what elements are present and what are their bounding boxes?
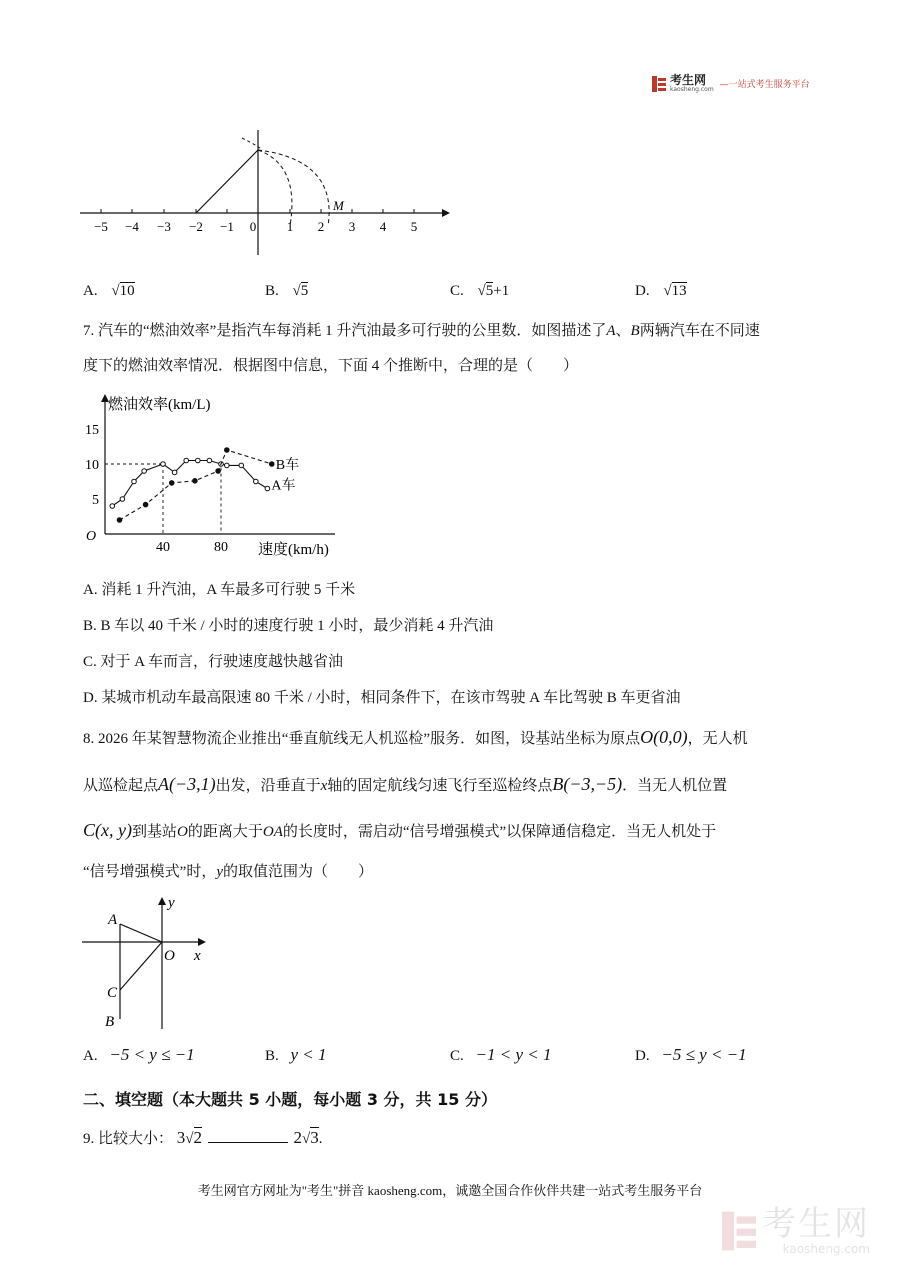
logo-domain: kaosheng.com <box>670 86 714 93</box>
q8-point-b: B(−3,−5) <box>552 774 623 794</box>
data-point <box>225 448 230 453</box>
tick-label: −1 <box>220 219 234 234</box>
q8-label-c: C <box>107 985 118 1001</box>
q8-label-a: A <box>108 912 118 928</box>
data-point <box>169 481 174 486</box>
tick-label: −5 <box>94 219 108 234</box>
x-axis-arrow <box>442 209 450 217</box>
option-letter: B. <box>265 1048 279 1064</box>
data-point <box>132 479 137 484</box>
q8-option-a[interactable] <box>83 1045 195 1066</box>
arc-outer <box>258 150 329 226</box>
tick-label: 1 <box>286 219 294 234</box>
segment <box>196 150 258 213</box>
q8-stem-text: ．当无人机位置 <box>622 778 728 794</box>
data-point <box>161 462 166 467</box>
data-point <box>254 479 259 484</box>
watermark-logo-icon <box>722 1211 756 1251</box>
tick-label: −4 <box>125 219 139 234</box>
point-m-label: M <box>333 198 344 213</box>
logo-icon <box>652 76 666 92</box>
chart-xtick-label: 80 <box>214 540 228 555</box>
q9-left-coef: 3 <box>176 1128 186 1147</box>
data-point <box>193 479 198 484</box>
data-point <box>110 504 115 509</box>
data-point <box>142 469 147 474</box>
data-point <box>172 470 177 475</box>
q7-stem-line-1 <box>83 321 760 341</box>
q9-end: . <box>318 1131 323 1147</box>
tick-label: −3 <box>157 219 171 234</box>
sqrt-symbol: √ <box>302 1131 311 1147</box>
q9-label: 9. 比较大小： <box>83 1131 174 1147</box>
q6-option-a[interactable] <box>83 281 135 301</box>
chart-ylabel: 燃油效率(km/L) <box>108 397 211 413</box>
q9-right-coef: 2 <box>293 1128 302 1147</box>
chart-ytick-label: 5 <box>92 493 99 508</box>
option-letter: C. <box>450 283 464 299</box>
legend-b: B车 <box>275 458 300 473</box>
q9-answer-blank[interactable] <box>208 1128 288 1143</box>
q7-option-a[interactable]: A. 消耗 1 升汽油，A 车最多可行驶 5 千米 <box>83 582 356 598</box>
sqrt-symbol: √ <box>292 283 301 299</box>
q8-y-arrow <box>158 897 166 905</box>
q8-origin-point: O(0,0) <box>640 727 688 747</box>
q8-stem-text: 从巡检起点 <box>83 778 159 794</box>
data-point <box>184 458 189 463</box>
option-letter: B. <box>265 283 279 299</box>
chart-ytick-label: 10 <box>85 458 99 473</box>
q8-y: y <box>216 864 223 880</box>
q8-stem-line-1 <box>83 727 748 749</box>
data-point <box>269 462 274 467</box>
logo-brand: 考生网 <box>670 73 707 87</box>
q8-o: O <box>177 824 188 840</box>
q8-option-d[interactable] <box>635 1045 747 1066</box>
data-point <box>239 463 244 468</box>
sqrt-symbol: √ <box>477 283 486 299</box>
q6-option-d[interactable] <box>635 281 687 301</box>
option-suffix: +1 <box>493 283 510 299</box>
chart-ytick-label: 15 <box>85 423 99 438</box>
tick-label: 2 <box>317 219 325 234</box>
q8-label-o: O <box>164 948 175 964</box>
option-expr: −5 < y ≤ −1 <box>109 1045 195 1064</box>
footer-text: 考生网官方网址为"考生"拼音 kaosheng.com，诚邀全国合作伙伴共建一站式考生服务平台 <box>197 1183 703 1198</box>
data-point <box>265 486 270 491</box>
q6-option-b[interactable] <box>265 281 308 301</box>
q7-option-b[interactable]: B. B 车以 40 千米 / 小时的速度行驶 1 小时，最少消耗 4 升汽油 <box>83 618 494 634</box>
q8-stem-text: 出发，沿垂直于 <box>215 778 321 794</box>
radicand: 10 <box>119 283 135 299</box>
q8-stem-text: 8. 2026 年某智慧物流企业推出“垂直航线无人机巡检”服务．如图，设基站坐标为原点 <box>83 731 641 747</box>
q7-car-b: B <box>630 323 640 339</box>
chart-xtick-label: 40 <box>156 540 170 555</box>
logo-text <box>670 74 714 93</box>
option-letter: A. <box>83 283 98 299</box>
q7-stem-text-end: 两辆汽车在不同速 <box>639 323 760 339</box>
logo-slogan: —一站式考生服务平台 <box>719 80 810 90</box>
data-point <box>225 463 230 468</box>
q8-stem-text: 的取值范围为（ ） <box>223 864 374 880</box>
q8-stem-text: 的距离大于 <box>187 824 263 840</box>
q8-option-c[interactable] <box>450 1045 551 1066</box>
data-point <box>143 502 148 507</box>
option-letter: D. <box>635 1048 650 1064</box>
radicand: 13 <box>671 283 687 299</box>
tick-label: 4 <box>379 219 387 234</box>
q8-stem-text: 轴的固定航线匀速飞行至巡检终点 <box>327 778 553 794</box>
sqrt-symbol: √ <box>185 1131 194 1147</box>
q8-stem-text: 的长度时，需启动“信号增强模式”以保障通信稳定．当无人机处于 <box>282 824 717 840</box>
data-point <box>196 458 201 463</box>
arc-top <box>242 138 260 148</box>
q9-right-rad: 3 <box>310 1128 319 1147</box>
chart-series <box>110 448 274 523</box>
option-letter: A. <box>83 1048 98 1064</box>
q8-stem-line-3 <box>83 820 716 842</box>
section-2-heading: 二、填空题（本大题共 5 小题，每小题 3 分，共 15 分） <box>83 1090 497 1109</box>
tick-label: 3 <box>348 219 356 234</box>
legend-a: A车 <box>271 478 296 494</box>
q9-left-rad: 2 <box>193 1128 202 1147</box>
sqrt-symbol: √ <box>111 283 120 299</box>
watermark-text <box>762 1206 870 1256</box>
q8-stem-text: ，无人机 <box>687 731 748 747</box>
option-expr: −5 ≤ y < −1 <box>661 1045 747 1064</box>
q8-coordinate-figure <box>78 893 218 1033</box>
q7-car-a: A <box>606 323 616 339</box>
radicand: 5 <box>300 283 309 299</box>
header-logo <box>652 74 810 93</box>
chart-origin: O <box>86 529 97 544</box>
q8-label-x: x <box>194 948 201 964</box>
data-point <box>207 458 212 463</box>
q7-option-c[interactable]: C. 对于 A 车而言，行驶速度越快越省油 <box>83 654 344 670</box>
q8-oa: OA <box>262 824 283 840</box>
chart-ticks <box>85 423 228 555</box>
chart-xlabel: 速度(km/h) <box>258 542 329 558</box>
watermark-domain: kaosheng.com <box>782 1242 870 1256</box>
sqrt-symbol: √ <box>663 283 672 299</box>
data-point <box>117 518 122 523</box>
data-point <box>120 497 125 502</box>
q7-stem-text: 7. 汽车的“燃油效率”是指汽车每消耗 1 升汽油最多可行驶的公里数．如图描述了 <box>83 323 607 339</box>
q8-stem-text: “信号增强模式”时， <box>83 864 217 880</box>
tick-labels <box>94 219 417 234</box>
q8-option-b[interactable] <box>265 1045 327 1066</box>
q8-label-b: B <box>105 1014 115 1030</box>
q9 <box>83 1128 322 1149</box>
q8-stem-line-4 <box>83 862 373 882</box>
option-letter: C. <box>450 1048 464 1064</box>
q6-option-c[interactable] <box>450 281 509 301</box>
q6-number-line-figure <box>70 130 450 260</box>
tick-label: −2 <box>189 219 203 234</box>
option-expr: −1 < y < 1 <box>475 1045 552 1064</box>
radicand: 5 <box>485 283 494 299</box>
q8-x: x <box>320 778 328 794</box>
q7-stem-line-2: 度下的燃油效率情况．根据图中信息，下面 4 个推断中，合理的是（ ） <box>83 358 579 374</box>
q8-point-a: A(−3,1) <box>158 774 216 794</box>
watermark <box>722 1206 870 1256</box>
arc-inner <box>258 150 292 226</box>
q8-x-arrow <box>198 938 206 946</box>
q8-stem-text: 到基站 <box>131 824 177 840</box>
q7-option-d[interactable]: D. 某城市机动车最高限速 80 千米 / 小时，相同条件下，在该市驾驶 A 车比驾驶 B 车更省油 <box>83 690 681 706</box>
q8-point-c: C(x, y) <box>83 820 132 840</box>
tick-label: 5 <box>410 219 418 234</box>
q8-segment-oa <box>120 924 162 942</box>
option-expr: y < 1 <box>290 1045 327 1064</box>
data-point <box>216 469 221 474</box>
option-letter: D. <box>635 283 650 299</box>
fuel-efficiency-chart <box>80 392 360 562</box>
q7-sep: 、 <box>615 323 631 339</box>
watermark-brand: 考生网 <box>762 1204 870 1244</box>
q8-segment-oc <box>120 942 162 990</box>
tick-marks <box>101 209 414 213</box>
tick-label: 0 <box>249 219 257 234</box>
q8-stem-line-2 <box>83 774 727 796</box>
q8-label-y: y <box>168 895 175 911</box>
